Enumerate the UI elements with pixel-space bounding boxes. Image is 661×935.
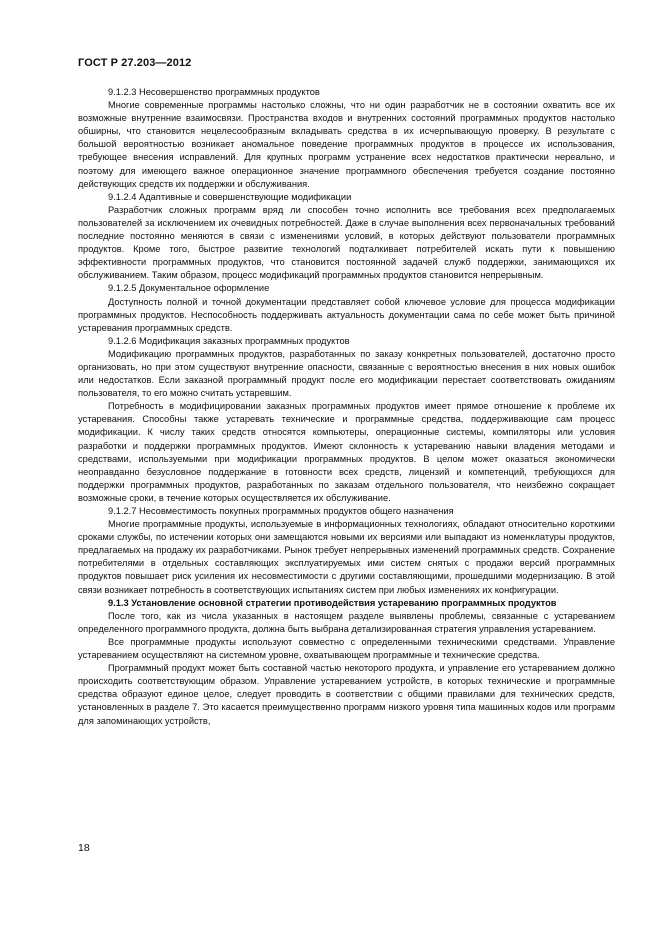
body-paragraph: Многие программные продукты, используемые в информационных технологиях, обладают относительно короткими сроками службы, по истечении которых они замещаются новыми их версиями или выпадают из номенклатуры продуктов, предлагаемых на продажу их разработчиками. Рынок требует непрерывных изменений программных средств. Сохранение потребителями в отдельных составляющих эксплуатируемых ими систем снятых с продажи версий программных продуктов повышает риск усиления их несовместимости с другими составляющими, прошедшими модернизацию. В этой связи возникает потребность в соответствующих испытаниях систем при любых изменениях их конфигурации. <box>78 519 615 595</box>
section-heading: 9.1.2.7 Несовместимость покупных программных продуктов общего назначения <box>108 506 454 516</box>
body-paragraph: Все программные продукты используют совместно с определенными техническими средствами. Управление устареванием осуществляют на системном уровне, охватывающем программные и технические средства. <box>78 636 615 661</box>
section-heading: 9.1.2.5 Документальное оформление <box>108 283 270 294</box>
page-number: 18 <box>78 842 90 854</box>
section-heading: 9.1.2.4 Адаптивные и совершенствующие модификации <box>108 191 352 202</box>
page-header-standard: ГОСТ Р 27.203—2012 <box>78 57 192 69</box>
section-heading: 9.1.2.6 Модификация заказных программных продуктов <box>108 335 350 346</box>
body-paragraph: Потребность в модифицировании заказных программных продуктов имеет прямое отношение к проблеме их устаревания. Способны также устаревать технические и программные средства, поддерживающие сам процесс модификации. К числу таких средств относятся компьютеры, операционные системы, компиляторы или условия разработки и поддержки программных продуктов. Имеют склонность к устареванию навыки владения методами и средствами, используемыми при модификации программных продуктов. В целом может оказаться экономически неоправданно безусловное поддержание в готовности всех средств, лицензий и компетенций, требующихся для поддержки программных продуктов, разработанных по заказам отдельного пользователя, что неизбежно сокращает возможные сроки, в течение которых осуществляется их обслуживание. <box>78 401 615 503</box>
document-body <box>78 86 615 728</box>
body-paragraph: Модификацию программных продуктов, разработанных по заказу конкретных пользователей, достаточно просто организовать, но при этом существуют внутренние опасности, связанные с вероятностью внесения в них новых ошибок или недостатков. Если заказной программный продукт после его модификации перестает соответствовать ожиданиям пользователя, то его можно считать устаревшим. <box>78 348 615 399</box>
section-heading: 9.1.2.3 Несовершенство программных продуктов <box>108 87 320 97</box>
body-paragraph: После того, как из числа указанных в настоящем разделе выявлены проблемы, связанные с устареванием определенного программного продукта, должна быть выбрана детализированная стратегия управления устареванием. <box>78 610 615 634</box>
section-heading-bold: 9.1.3 Установление основной стратегии противодействия устареванию программных продуктов <box>108 597 557 608</box>
body-paragraph: Многие современные программы настолько сложны, что ни один разработчик не в состоянии охватить все их возможные внутренние взаимосвязи. Пространства входов и внутренних состояний программных продуктов настолько обширны, что становится нецелесообразным вкладывать средства в их исчерпывающую проверку. В результате с большой вероятностью возникает аномальное поведение программных продуктов в процессе их использования, требующее внесения исправлений. Для крупных программ устранение всех недостатков практически нереально, и поэтому для имеющего важное операционное значение программного обеспечения требуется создание постоянно действующих средств их поддержки и обслуживания. <box>78 100 615 189</box>
body-paragraph: Разработчик сложных программ вряд ли способен точно исполнить все требования всех предполагаемых пользователей за исключением их очевидных потребностей. Даже в случае выполнения всех первоначальных требований последние постоянно меняются в связи с изменениями условий, в которых действуют пользователи программных продуктов. Кроме того, быстрое развитие технологий подталкивает потребителей искать пути к повышению эффективности программных продуктов, что становится постоянной задачей служб поддержки, занимающихся их обслуживанием. Таким образом, процесс модификаций программных продуктов становится непрерывным. <box>78 204 615 281</box>
body-paragraph: Программный продукт может быть составной частью некоторого продукта, и управление его устареванием должно происходить соответствующим образом. Управление устареванием устройств, в которых технические и программные средства образуют единое целое, следует проводить в соответствии с общими правилами для технических средств, установленных в разделе 7. Это касается преимущественно программ низкого уровня типа машинных кодов или программ для запоминающих устройств, <box>78 663 615 726</box>
body-paragraph: Доступность полной и точной документации представляет собой ключевое условие для процесса модификации программных продуктов. Неспособность поддерживать актуальность документации сама по себе может быть причиной устаревания программных средств. <box>78 296 615 333</box>
